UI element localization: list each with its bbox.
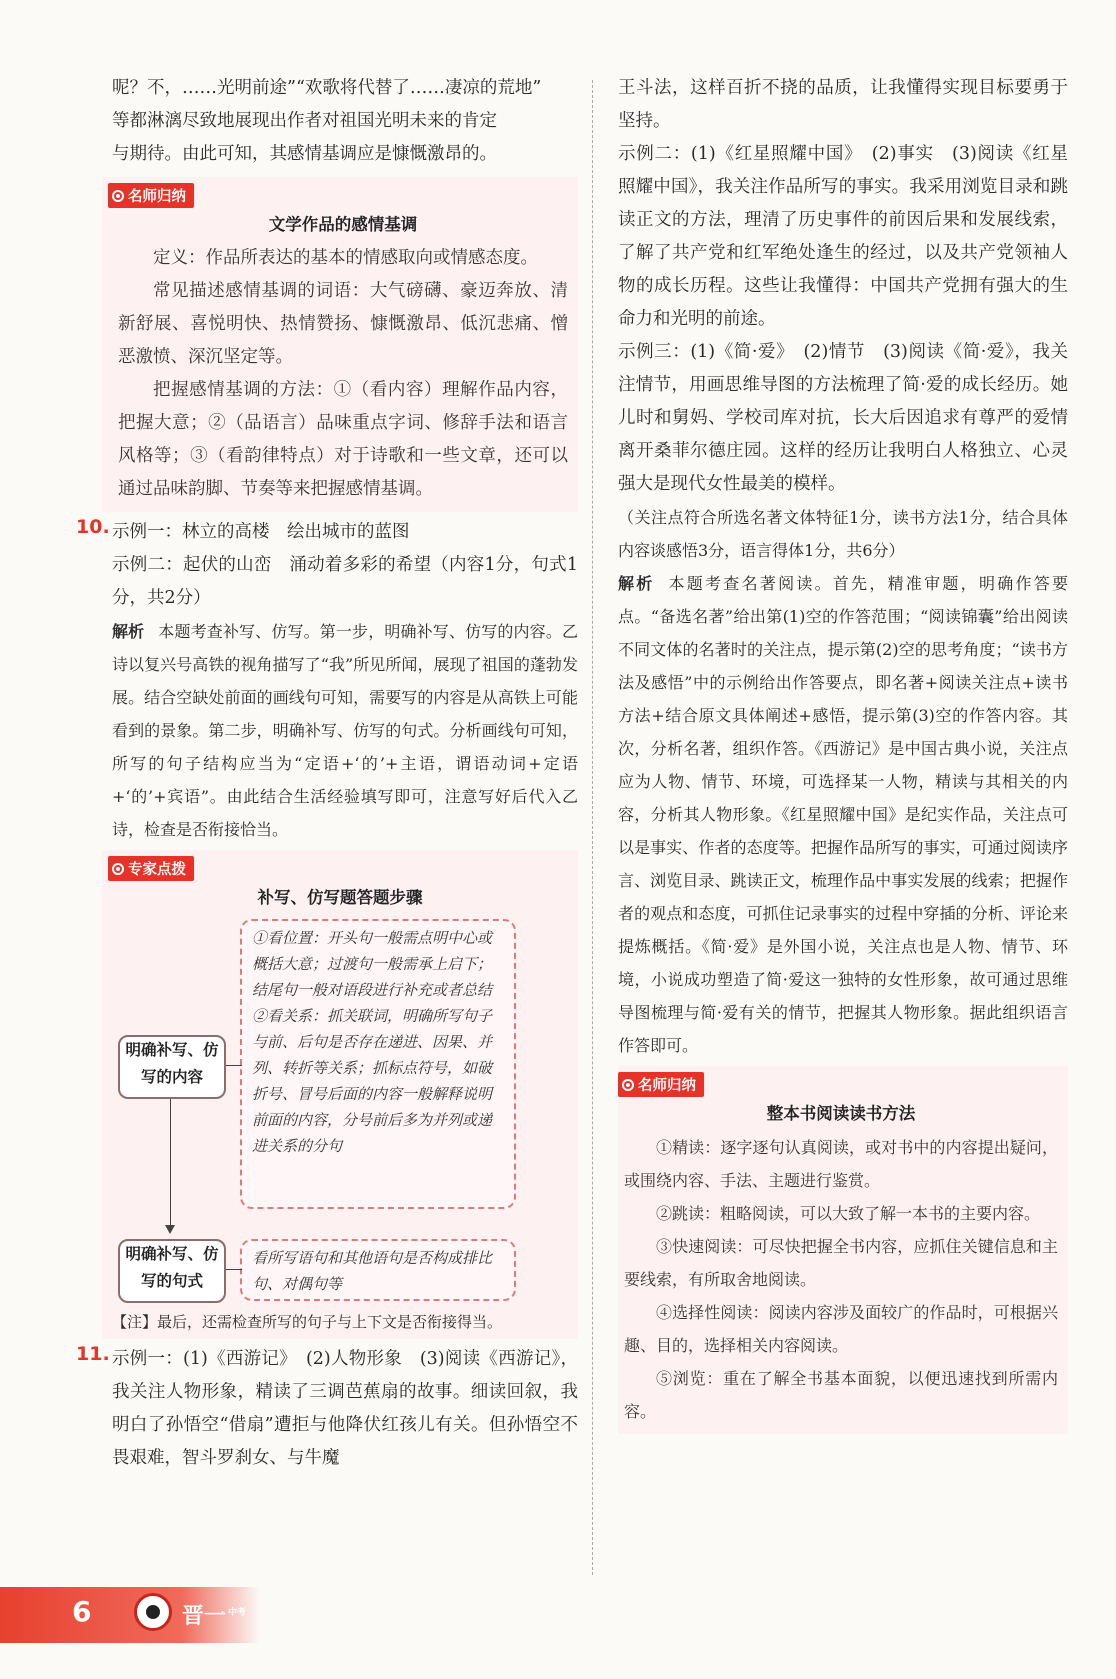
target-icon: [112, 190, 124, 202]
connector: [170, 1099, 171, 1227]
analysis: [618, 567, 1068, 1062]
left-column: [76, 72, 578, 1475]
question-10: [76, 516, 578, 846]
column-divider: [592, 80, 593, 1575]
eye-logo-icon: [134, 1593, 172, 1631]
reading-methods-box: [618, 1066, 1068, 1434]
question-11: [76, 1343, 578, 1475]
page-number: 6: [72, 1595, 92, 1628]
connector: [226, 1065, 242, 1066]
score-note: （关注点符合所选名著文体特征1分，读书方法1分，结合具体内容谈感悟3分，语言得体1分，共6分）: [618, 508, 1068, 560]
box-paragraph: 常见描述感情基调的词语：大气磅礴、豪迈奔放、清新舒展、喜悦明快、热情赞扬、慷慨激昂、低沉悲痛、憎恶激愤、深沉坚定等。: [118, 281, 568, 367]
answer-continued: 王斗法，这样百折不挠的品质，让我懂得实现目标要勇于坚持。: [618, 78, 1068, 131]
answer-line: 示例二：起伏的山峦 涌动着多彩的希望（内容1分，句式1分，共2分）: [112, 555, 578, 608]
analysis-label: 解析: [618, 574, 655, 593]
intro-line: 呢？不，……光明前途”“欢歌将代替了……凄凉的荒地”: [112, 78, 542, 98]
box-paragraph: 定义：作品所表达的基本的情感取向或情感态度。: [153, 248, 538, 268]
example-two: 示例二：(1)《红星照耀中国》 (2)事实 (3)阅读《红星照耀中国》，我关注作品所写的事实。我采用浏览目录和跳读正文的方法，理清了历史事件的前因后果和发展线索，了解了共产党和红军绝处逢生的经过，以及共产党领袖人物的成长历程。这些让我懂得：中国共产党拥有强大的生命力和光明的前途。: [618, 144, 1068, 329]
step-relation: ②看关系：抓关联词，明确所写句子与前、后句是否存在递进、因果、并列、转折等关系；抓标点符号，如破折号、冒号后面的内容一般解释说明前面的内容，分号前后多为并列或递进关系的分句: [252, 1007, 493, 1155]
analysis-text: 本题考查补写、仿写。第一步，明确补写、仿写的内容。乙诗以复兴号高铁的视角描写了“我”所见所闻，展现了祖国的蓬勃发展。结合空缺处前面的画线句可知，需要写的内容是从高铁上可能看到的景象。第二步，明确补写、仿写的句式。分析画线句可知，所写的句子结构应当为“定语+‘的’+主语，谓语动词+定语+‘的’+宾语”。由此结合生活经验填写即可，注意写好后代入乙诗，检查是否衔接恰当。: [112, 622, 578, 839]
question-number: 11.: [76, 1343, 110, 1365]
method-item: ④选择性阅读：阅读内容涉及面较广的作品时，可根据兴趣、目的，选择相关内容阅读。: [624, 1303, 1058, 1355]
target-icon: [112, 863, 124, 875]
arrow-down-icon: [165, 1225, 175, 1234]
node-content: 明确补写、仿写的内容: [118, 1035, 226, 1099]
teacher-summary-box: [102, 177, 578, 512]
intro-line: 等都淋漓尽致地展现出作者对祖国光明未来的肯定: [112, 111, 497, 131]
question-number: 10.: [76, 516, 110, 538]
analysis: [112, 615, 578, 846]
target-icon: [622, 1079, 634, 1091]
example-three: 示例三：(1)《简·爱》 (2)情节 (3)阅读《简·爱》，我关注情节，用画思维导图的方法梳理了简·爱的成长经历。她儿时和舅妈、学校司库对抗，长大后因追求有尊严的爱情离开桑菲尔德庄园。这样的经历让我明白人格独立、心灵强大是现代女性最美的模样。: [618, 342, 1068, 494]
expert-tips-tag: 专家点拨: [108, 856, 194, 881]
answer-line: 示例一：林立的高楼 绘出城市的蓝图: [112, 522, 410, 542]
analysis-label: 解析: [112, 622, 145, 641]
step-position: ①看位置：开头句一般需点明中心或概括大意；过渡句一般需承上启下；结尾句一般对语段进行补充或者总结: [252, 929, 493, 999]
expert-tips-box: [102, 850, 578, 1339]
right-column: [618, 72, 1068, 1434]
method-item: ①精读：逐字逐句认真阅读，或对书中的内容提出疑问，或围绕内容、手法、主题进行鉴赏。: [624, 1138, 1058, 1190]
teacher-summary-tag: 名师归纳: [618, 1072, 704, 1097]
step-form: 看所写语句和其他语句是否构成排比句、对偶句等: [252, 1249, 493, 1293]
steps-diagram: [112, 917, 568, 1309]
method-item: ⑤浏览：重在了解全书基本面貌，以便迅速找到所需内容。: [624, 1369, 1058, 1421]
box-title: 整本书阅读读书方法: [766, 1104, 916, 1123]
box-title: 文学作品的感情基调: [268, 215, 418, 234]
intro-line: 与期待。由此可知，其感情基调应是慷慨激昂的。: [112, 144, 497, 164]
node-form: 明确补写、仿写的句式: [118, 1239, 226, 1303]
box-paragraph: 把握感情基调的方法：①（看内容）理解作品内容，把握大意；②（品语言）品味重点字词、修辞手法和语言风格等；③（看韵律特点）对于诗歌和一些文章，还可以通过品味韵脚、节奏等来把握感情基调。: [118, 380, 568, 499]
answer-text: 示例一：(1)《西游记》 (2)人物形象 (3)阅读《西游记》，我关注人物形象，精读了三调芭蕉扇的故事。细读回叙，我明白了孙悟空“借扇”遭拒与他降伏红孩儿有关。但孙悟空不畏艰难，智斗罗刹女、与牛魔: [112, 1349, 578, 1468]
connector: [226, 1269, 242, 1270]
dashed-box-form: [240, 1239, 516, 1301]
page-footer: [0, 1587, 260, 1643]
box-note: 【注】最后，还需检查所写的句子与上下文是否衔接得当。: [112, 1313, 503, 1331]
method-item: ②跳读：粗略阅读，可以大致了解一本书的主要内容。: [656, 1204, 1041, 1223]
dashed-box-content: [240, 919, 516, 1209]
analysis-text: 本题考查名著阅读。首先，精准审题，明确作答要点。“备选名著”给出第(1)空的作答范围；“阅读锦囊”给出阅读不同文体的名著时的关注点，提示第(2)空的思考角度；“读书方法及感悟”中的示例给出作答要点，即名著+阅读关注点+读书方法+结合原文具体阐述+感悟，提示第(3)空的作答内容。其次，分析名著，组织作答。《西游记》是中国古典小说，关注点应为人物、情节、环境，可选择某一人物，精读与其相关的内容，分析其人物形象。《红星照耀中国》是纪实作品，关注点可以是事实、作者的态度等。把握作品所写的事实，可通过阅读序言、浏览目录、跳读正文，梳理作品中事实发展的线索；把握作者的观点和态度，可抓住记录事实的过程中穿插的分析、评论来提炼概括。《简·爱》是外国小说，关注点也是人物、情节、环境，小说成功塑造了简·爱这一独特的女性形象，故可通过思维导图梳理与简·爱有关的情节，把握其人物形象。据此组织语言作答即可。: [618, 574, 1068, 1055]
method-item: ③快速阅读：可尽快把握全书内容，应抓住关键信息和主要线索，有所取舍地阅读。: [624, 1237, 1058, 1289]
brand-name: 晋一 $^{中考}$: [182, 1604, 247, 1629]
box-title: 补写、仿写题答题步骤: [257, 888, 423, 907]
teacher-summary-tag: 名师归纳: [108, 183, 194, 208]
